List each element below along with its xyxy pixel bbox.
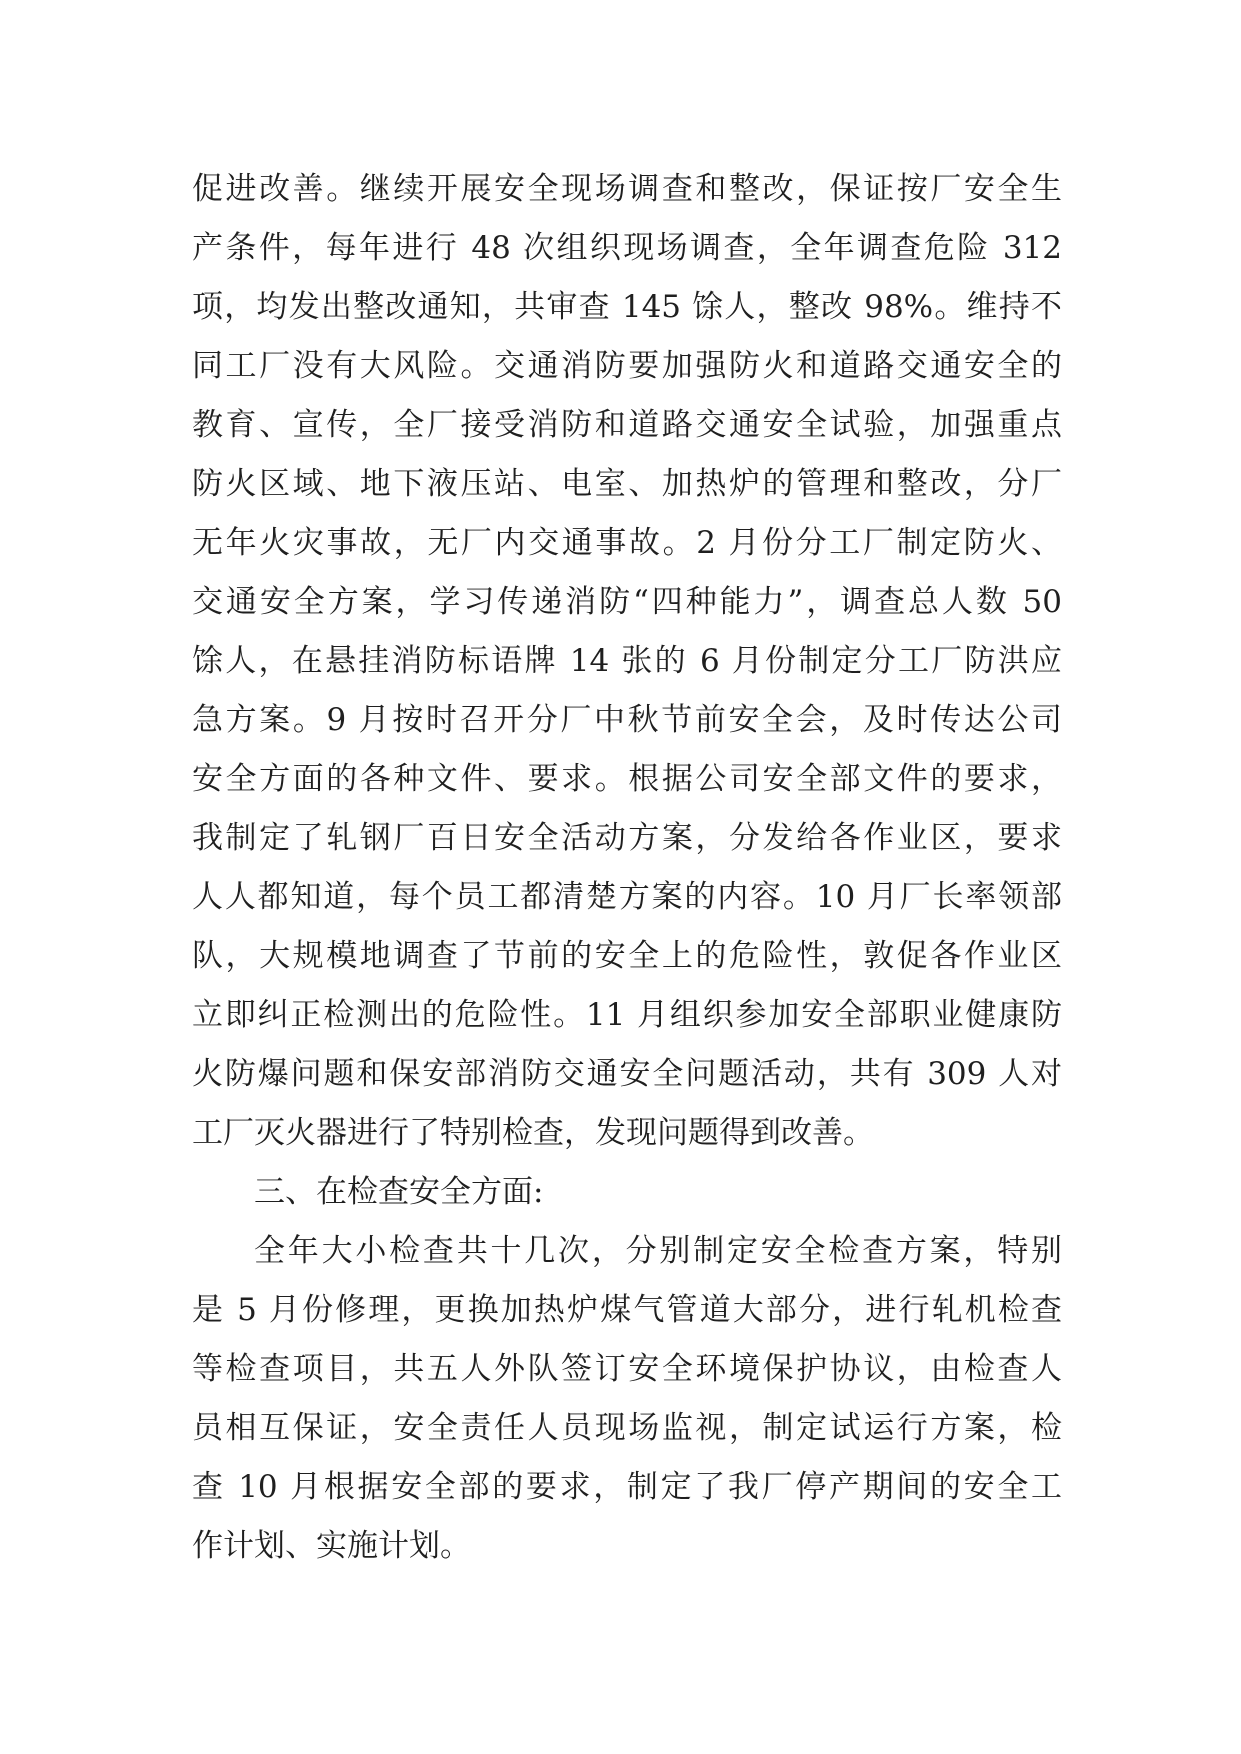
text-line: 交通安全方案，学习传递消防“四种能力”，调查总人数 50	[192, 584, 1062, 620]
paragraph-safety-site-investigation	[192, 160, 1062, 1163]
text-line: 馀人，在悬挂消防标语牌 14 张的 6 月份制定分工厂防洪应	[192, 643, 1062, 679]
text-line: 我制定了轧钢厂百日安全活动方案，分发给各作业区，要求	[192, 820, 1062, 856]
text-line: 火防爆问题和保安部消防交通安全问题活动，共有 309 人对	[192, 1056, 1062, 1092]
text-line: 产条件，每年进行 48 次组织现场调查，全年调查危险 312	[192, 230, 1062, 266]
text-line: 全年大小检查共十几次，分别制定安全检查方案，特别	[254, 1233, 1062, 1269]
text-line: 队，大规模地调查了节前的安全上的危险性，敦促各作业区	[192, 938, 1062, 974]
text-line: 防火区域、地下液压站、电室、加热炉的管理和整改，分厂	[192, 466, 1062, 502]
text-line: 员相互保证，安全责任人员现场监视，制定试运行方案，检	[192, 1410, 1062, 1446]
text-line: 促进改善。继续开展安全现场调查和整改，保证按厂安全生	[192, 171, 1062, 207]
text-line: 等检查项目，共五人外队签订安全环境保护协议，由检查人	[192, 1351, 1062, 1387]
text-line: 立即纠正检测出的危险性。11 月组织参加安全部职业健康防	[192, 997, 1062, 1033]
document-body	[192, 160, 1062, 1576]
text-line: 安全方面的各种文件、要求。根据公司安全部文件的要求，	[192, 761, 1062, 797]
text-line: 急方案。9 月按时召开分厂中秋节前安全会，及时传达公司	[192, 702, 1062, 738]
text-line: 工厂灭火器进行了特别检查，发现问题得到改善。	[192, 1115, 874, 1151]
text-line: 项，均发出整改通知，共审查 145 馀人，整改 98%。维持不	[192, 289, 1062, 325]
text-line: 人人都知道，每个员工都清楚方案的内容。10 月厂长率领部	[192, 879, 1062, 915]
paragraph-inspection-safety	[192, 1222, 1062, 1576]
section-heading: 三、在检查安全方面:	[254, 1174, 544, 1210]
text-line: 教育、宣传，全厂接受消防和道路交通安全试验，加强重点	[192, 407, 1062, 443]
text-line: 同工厂没有大风险。交通消防要加强防火和道路交通安全的	[192, 348, 1062, 384]
text-line: 是 5 月份修理，更换加热炉煤气管道大部分，进行轧机检查	[192, 1292, 1062, 1328]
text-line: 查 10 月根据安全部的要求，制定了我厂停产期间的安全工	[192, 1469, 1062, 1505]
text-line: 无年火灾事故，无厂内交通事故。2 月份分工厂制定防火、	[192, 525, 1062, 561]
text-line: 作计划、实施计划。	[192, 1528, 471, 1564]
